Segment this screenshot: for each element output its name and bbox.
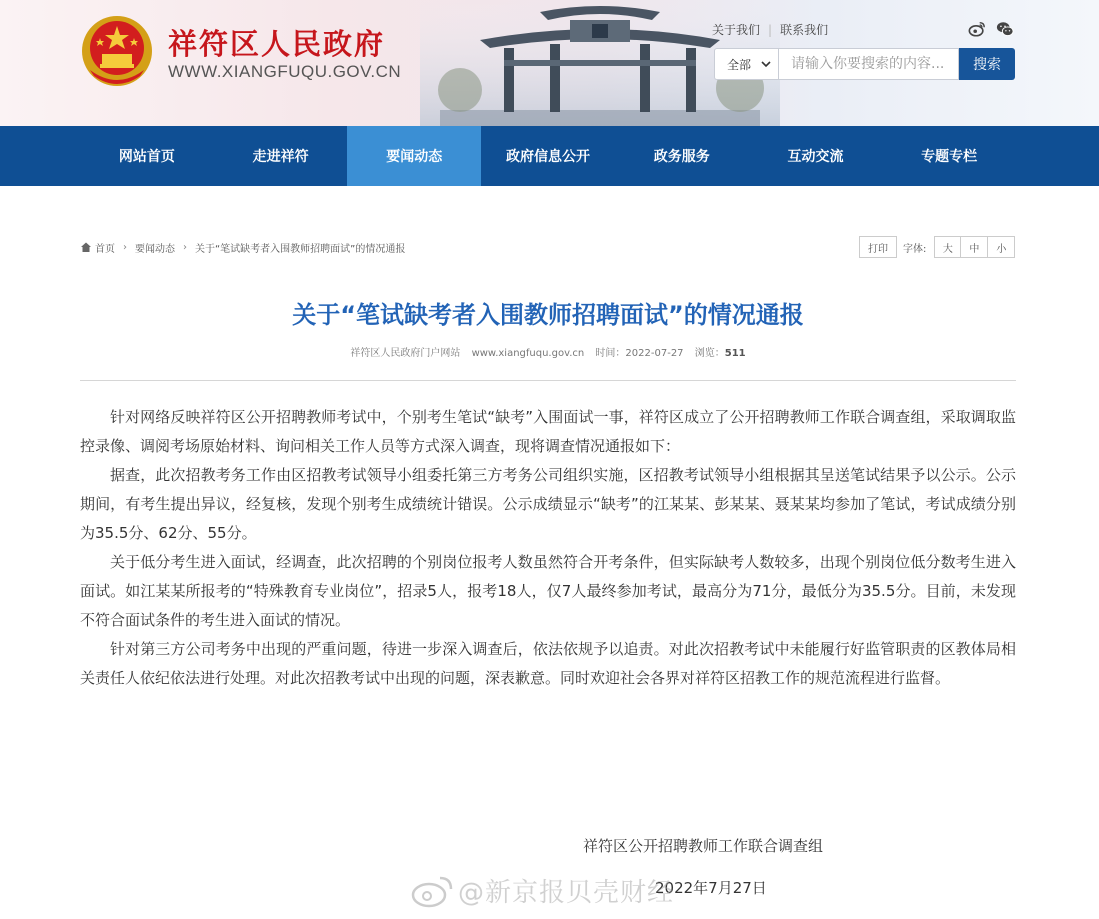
print-button[interactable]: 打印 [859,236,897,258]
watermark [410,872,674,909]
contact-us-link[interactable]: 联系我们 [780,23,829,37]
time-label: 时间： [595,348,626,359]
nav-item-gov-info[interactable]: 政府信息公开 [506,149,591,165]
search-scope-select[interactable] [714,48,778,80]
link-separator: | [768,23,773,37]
font-medium-button[interactable]: 中 [961,236,988,258]
about-us-link[interactable]: 关于我们 [712,23,761,37]
font-large-button[interactable]: 大 [934,236,961,258]
article-signature: 祥符区公开招聘教师工作联合调查组 [583,837,824,855]
search-scope-value: 全部 [727,57,752,72]
font-size-group [934,236,1015,258]
article-paragraph: 针对第三方公司考务中出现的严重问题，待进一步深入调查后，依法依规予以追责。对此次招教考试中未能履行好监管职责的区教体局相关责任人依纪依法进行处理。对此次招教考试中出现的问题，深表歉意。同时欢迎社会各界对祥符区招教工作的规范流程进行监督。 [80,640,1016,687]
nav-item-gov-services[interactable]: 政务服务 [653,149,710,165]
nav-item-news[interactable]: 要闻动态 [347,126,481,186]
article-source: 祥符区人民政府门户网站 [350,348,461,359]
article-paragraph: 关于低分考生进入面试，经调查，此次招聘的个别岗位报考人数虽然符合开考条件，但实际缺考人数较多，出现个别岗位低分数考生进入面试。如江某某所报考的“特殊教育专业岗位”，招录5人，报考18人，仅7人最终参加考试，最高分为71分，最低分为35.5分。目前，未发现不符合面试条件的考生进入面试的情况。 [80,553,1016,629]
article-body [80,403,1016,693]
search-box [714,48,1015,80]
article-views [695,348,746,359]
views-count: 511 [724,348,746,359]
article-meta [80,344,1016,359]
search-button[interactable]: 搜索 [959,48,1015,80]
wechat-icon[interactable] [996,20,1014,38]
national-emblem-icon [80,14,154,88]
font-size-label: 字体: [903,243,927,255]
article-url: www.xiangfuqu.gov.cn [471,348,585,359]
top-links [712,21,836,38]
nav-item-interaction[interactable]: 互动交流 [787,149,844,165]
breadcrumb-separator: › [123,241,127,253]
site-name[interactable]: 祥符区人民政府 [168,27,386,61]
article-date: 2022年7月27日 [655,879,767,897]
main-nav [0,126,1099,186]
font-small-button[interactable]: 小 [988,236,1015,258]
nav-item-home[interactable]: 网站首页 [118,149,175,165]
search-input[interactable]: 请输入你要搜索的内容... [778,48,959,80]
title-divider [80,380,1016,381]
weibo-icon[interactable] [968,20,986,38]
article-time [595,348,683,359]
time-value: 2022-07-27 [625,348,684,359]
site-domain: WWW.XIANGFUQU.GOV.CN [168,62,402,81]
breadcrumb-news[interactable]: 要闻动态 [135,243,175,255]
social-links [968,20,1014,38]
article-tools [859,236,1015,258]
article-paragraph: 针对网络反映祥符区公开招聘教师考试中，个别考生笔试“缺考”入围面试一事，祥符区成立了公开招聘教师工作联合调查组，采取调取监控录像、调阅考场原始材料、询问相关工作人员等方式深入调查，现将调查情况通报如下： [80,408,1016,455]
nav-item-topics[interactable]: 专题专栏 [921,149,978,165]
weibo-watermark-icon [410,874,454,908]
watermark-text: @新京报贝壳财经 [458,878,675,908]
chevron-down-icon [761,59,771,69]
breadcrumb-home[interactable]: 首页 [95,243,115,255]
home-icon [80,241,92,253]
breadcrumb-separator: › [183,241,187,253]
article-paragraph: 据查，此次招教考务工作由区招教考试领导小组委托第三方考务公司组织实施，区招教考试领导小组根据其呈送笔试结果予以公示。公示期间，有考生提出异议，经复核，发现个别考生成绩统计错误。公示成绩显示“缺考”的江某某、彭某某、聂某某均参加了笔试，考试成绩分别为35.5分、62分、55分。 [80,466,1016,542]
article-title: 关于“笔试缺考者入围教师招聘面试”的情况通报 [292,301,804,329]
nav-item-about-xiangfu[interactable]: 走进祥符 [252,149,309,165]
breadcrumb-current: 关于“笔试缺考者入围教师招聘面试”的情况通报 [195,243,406,255]
site-header [0,0,1099,126]
views-label: 浏览： [694,348,725,359]
